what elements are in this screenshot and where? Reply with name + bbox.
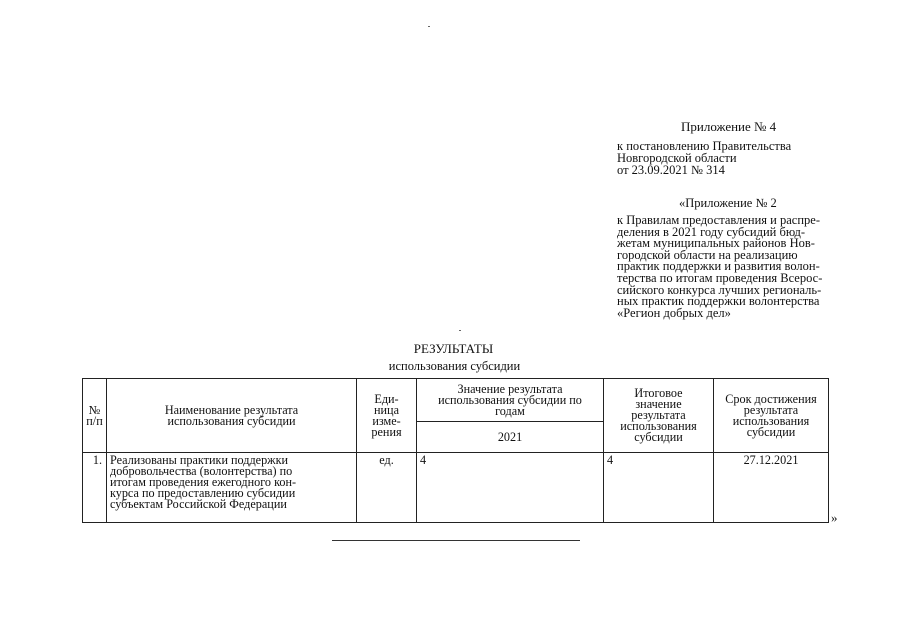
header-text: Значение результата	[457, 381, 563, 396]
header-text: ница	[374, 402, 399, 417]
cell-text: добровольчества (волонтерства) по	[110, 464, 293, 478]
cell-result-name	[107, 453, 357, 523]
header-text: использования	[732, 413, 810, 428]
cell-value-2021: 4	[417, 453, 604, 523]
appendix-4-line: Новгородской области	[617, 151, 737, 165]
header-year: 2021	[417, 422, 604, 453]
cell-total-value: 4	[604, 453, 714, 523]
header-text: рения	[371, 424, 402, 439]
cell-number: 1.	[83, 453, 107, 523]
header-text: субсидии	[634, 430, 683, 444]
header-deadline	[714, 379, 829, 453]
scan-speck	[428, 26, 430, 27]
table-row	[83, 453, 829, 523]
appendix-2-line: терства по итогам проведения Всерос-	[617, 270, 823, 285]
cell-text: субъектам Российской Федерации	[110, 497, 287, 511]
appendix-2-line: «Регион добрых дел»	[617, 305, 731, 320]
header-text: п/п	[86, 413, 103, 428]
scan-speck	[459, 330, 461, 331]
header-text: значение	[635, 397, 682, 411]
appendix-4-line: от 23.09.2021 № 314	[617, 163, 725, 177]
header-text: изме-	[372, 413, 401, 428]
appendix-4-reference	[617, 140, 791, 176]
header-text: Итоговое	[634, 386, 683, 400]
header-total-value	[604, 379, 714, 453]
appendix-2-line: ных практик поддержки волонтерства	[617, 294, 820, 309]
document-title	[0, 341, 905, 357]
header-text: субсидии	[746, 424, 796, 439]
header-unit	[357, 379, 417, 453]
header-text: использования субсидии по	[438, 392, 582, 407]
document-subtitle-text: использования субсидии	[388, 359, 521, 373]
appendix-2-line: сийского конкурса лучших региональ-	[617, 282, 822, 297]
document-subtitle	[0, 359, 905, 374]
appendix-2-reference	[617, 215, 822, 319]
header-text: использования субсидии	[167, 413, 296, 428]
table-header-row	[83, 379, 829, 422]
header-text: №	[88, 402, 101, 417]
header-result-name	[107, 379, 357, 453]
cell-text: итогам проведения ежегодного кон-	[110, 475, 297, 489]
cell-text: курса по предоставлению субсидии	[110, 486, 296, 500]
appendix-2-line: городской области на реализацию	[617, 247, 798, 262]
cell-deadline: 27.12.2021	[714, 453, 829, 523]
appendix-2-title: «Приложение № 2	[679, 196, 777, 210]
cell-text: Реализованы практики поддержки	[110, 453, 289, 467]
appendix-2-line: деления в 2021 году субсидий бюд-	[617, 224, 806, 239]
results-table	[82, 378, 829, 523]
appendix-2-line: к Правилам предоставления и распре-	[617, 213, 820, 227]
end-divider-line	[332, 540, 580, 541]
header-text: результата	[631, 408, 686, 422]
cell-unit: ед.	[357, 453, 417, 523]
appendix-2-line: жетам муниципальных районов Нов-	[617, 236, 815, 251]
document-title-text: РЕЗУЛЬТАТЫ	[413, 341, 494, 356]
appendix-4-title: Приложение № 4	[681, 119, 777, 134]
header-text: результата	[743, 402, 799, 417]
appendix-4-line: к постановлению Правительства	[617, 139, 792, 153]
closing-quote: »	[831, 510, 838, 525]
header-value-group	[417, 379, 604, 422]
appendix-2-line: практик поддержки и развития волон-	[617, 259, 820, 274]
header-text: Еди-	[374, 391, 399, 406]
header-text: использования	[620, 419, 697, 433]
header-number	[83, 379, 107, 453]
header-text: Срок достижения	[725, 391, 817, 406]
header-text: годам	[495, 403, 525, 418]
header-text: Наименование результата	[164, 402, 299, 417]
